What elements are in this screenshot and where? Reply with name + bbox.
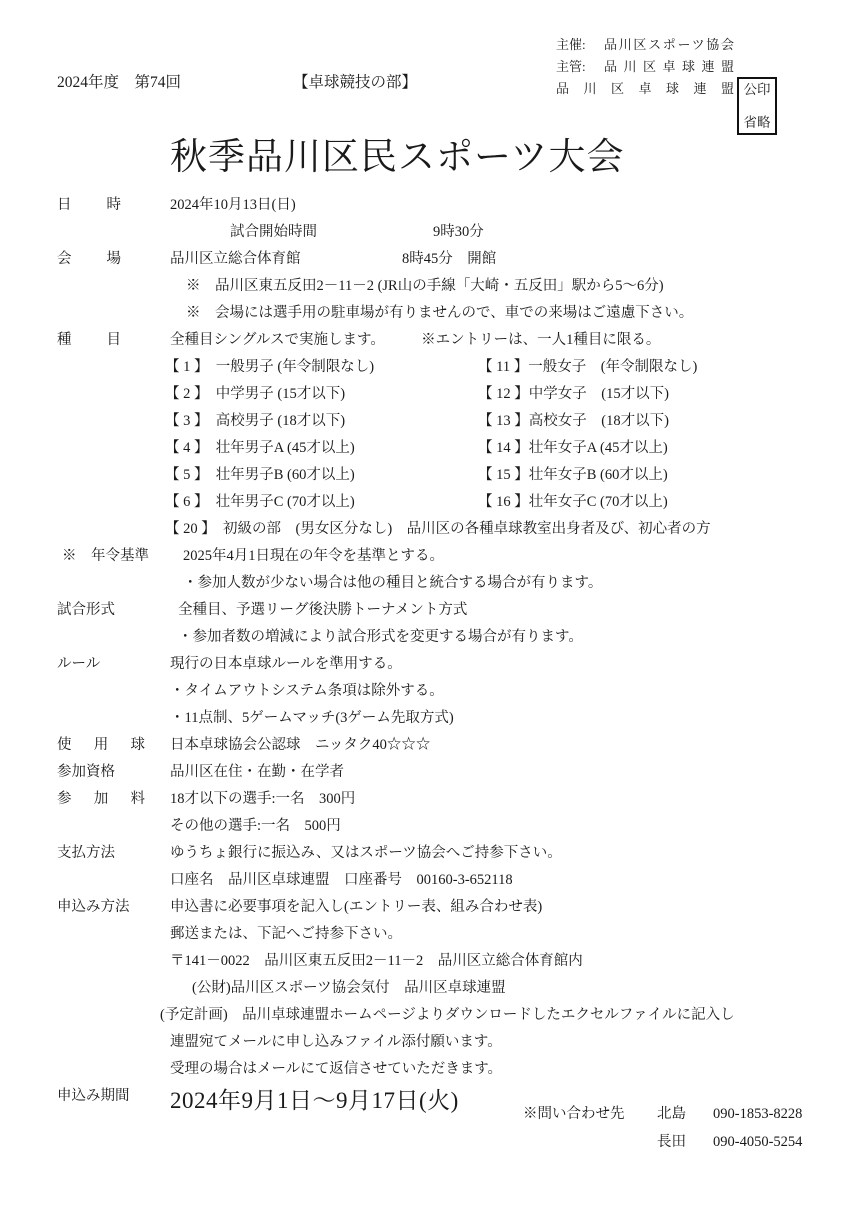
doc-line: ゆうちょ銀行に振込み、又はスポーツ協会へご持参下さい。	[170, 845, 562, 861]
doc-line: 18才以下の選手:一名 300円	[170, 791, 356, 807]
contact-block	[523, 1100, 802, 1156]
event-category-line	[165, 408, 832, 435]
contact-phone: 090-4050-5254	[713, 1134, 803, 1150]
doc-line: ・タイムアウトシステム条項は除外する。	[170, 683, 444, 699]
doc-line: 申込書に必要事項を記入し(エントリー表、組み合わせ表)	[170, 899, 543, 915]
organizer-name: 品川区卓球連盟	[556, 81, 734, 96]
doc-line: 【 20 】 初級の部 (男女区分なし) 品川区の各種卓球教室出身者及び、初心者の方	[165, 521, 711, 537]
event-category-right: 【 16 】壮年女子C (70才以上)	[478, 494, 668, 510]
doc-line: ・参加人数が少ない場合は他の種目と統合する場合が有ります。	[183, 575, 603, 591]
event-category-line	[165, 381, 832, 408]
row-label	[57, 894, 170, 1083]
stamp-text-top: 公印	[743, 82, 771, 97]
row-label	[57, 597, 170, 651]
doc-line: 現行の日本卓球ルールを準用する。	[170, 656, 402, 672]
doc-line: 2024年9月1日～9月17日(火)	[170, 1088, 459, 1113]
event-category-line	[165, 489, 832, 516]
doc-line: 全種目、予選リーグ後決勝トーナメント方式	[178, 602, 468, 618]
contact-line	[523, 1100, 802, 1128]
doc-line: ・11点制、5ゲームマッチ(3ゲーム先取方式)	[170, 710, 454, 726]
doc-line: ・参加者数の増減により試合形式を変更する場合が有ります。	[178, 629, 583, 645]
doc-row	[57, 597, 832, 651]
doc-row	[57, 543, 832, 597]
doc-row	[57, 894, 832, 1083]
doc-row	[57, 192, 832, 246]
doc-line: 試合開始時間 9時30分	[230, 224, 484, 240]
row-label	[57, 840, 170, 894]
event-category-line	[165, 435, 832, 462]
event-category-left: 【 2 】 中学男子 (15才以下)	[165, 386, 346, 402]
contact-name: 北島	[657, 1106, 686, 1122]
organizer-role-label: 主催:	[556, 37, 586, 52]
doc-line: 全種目シングルスで実施します。 ※エントリーは、一人1種目に限る。	[170, 332, 661, 348]
organizer-line-manager	[556, 56, 734, 78]
doc-row	[57, 651, 832, 732]
row-label	[57, 327, 170, 543]
row-content	[170, 786, 832, 840]
doc-row	[57, 246, 832, 327]
event-category-right: 【 13 】高校女子 (18才以下)	[478, 413, 669, 429]
row-content	[175, 543, 832, 597]
inquiry-label: ※問い合わせ先	[523, 1106, 625, 1122]
contact-name: 長田	[657, 1134, 686, 1150]
doc-line: 日本卓球協会公認球 ニッタク40☆☆☆	[170, 737, 431, 753]
row-label	[57, 759, 170, 786]
row-label-text: 申込み方法	[57, 899, 130, 915]
organizer-name: 品川区卓球連盟	[604, 59, 734, 74]
event-category-right: 【 12 】中学女子 (15才以下)	[478, 386, 669, 402]
organizer-line-federation	[556, 78, 734, 100]
doc-line: その他の選手:一名 500円	[170, 818, 341, 834]
doc-line: 連盟宛てメールに申し込みファイル添付願います。	[170, 1034, 502, 1050]
event-category-left: 【 1 】 一般男子 (年令制限なし)	[165, 359, 375, 375]
event-category-left: 【 5 】 壮年男子B (60才以上)	[165, 467, 355, 483]
row-label-text: 参加料	[57, 791, 145, 807]
doc-line: 口座名 品川区卓球連盟 口座番号 00160-3-652118	[170, 872, 513, 888]
row-label	[57, 246, 170, 327]
row-content	[170, 597, 832, 651]
row-label-text: 参加資格	[57, 764, 115, 780]
row-content	[170, 192, 832, 246]
doc-line: (公財)品川区スポーツ協会気付 品川区卓球連盟	[192, 980, 506, 996]
division-label: 【卓球競技の部】	[293, 74, 418, 91]
doc-line: 2025年4月1日現在の年令を基準とする。	[183, 548, 444, 564]
row-label-text: 申込み期間	[57, 1088, 130, 1104]
row-label	[57, 786, 170, 840]
event-category-right: 【 14 】壮年女子A (45才以上)	[478, 440, 668, 456]
stamp-text-bottom: 省略	[743, 114, 771, 130]
row-label-text: ルール	[57, 656, 101, 672]
doc-line: 受理の場合はメールにて返信させていただきます。	[170, 1061, 503, 1077]
organizer-block	[556, 34, 734, 100]
row-content	[165, 327, 832, 543]
doc-line: ※ 品川区東五反田2－11－2 (JR山の手線「大崎・五反田」駅から5～6分)	[186, 278, 664, 294]
row-label	[57, 543, 175, 597]
row-label	[57, 651, 170, 732]
event-category-right: 【 11 】一般女子 (年令制限なし)	[478, 359, 698, 375]
event-category-left: 【 4 】 壮年男子A (45才以上)	[165, 440, 355, 456]
row-content	[170, 732, 832, 759]
contact-phone: 090-1853-8228	[713, 1106, 803, 1122]
row-label-text: 種目	[57, 332, 121, 348]
row-content	[170, 651, 832, 732]
edition-label: 2024年度 第74回	[57, 74, 182, 91]
row-content	[170, 759, 832, 786]
doc-row	[57, 327, 832, 543]
event-category-left: 【 6 】 壮年男子C (70才以上)	[165, 494, 355, 510]
row-content	[160, 894, 832, 1083]
doc-line: 郵送または、下記へご持参下さい。	[170, 926, 402, 942]
doc-body	[57, 192, 832, 1119]
row-label-text: 会場	[57, 251, 121, 267]
event-category-line	[165, 354, 832, 381]
organizer-line-host	[556, 34, 734, 56]
document-title: 秋季品川区民スポーツ大会	[170, 137, 625, 178]
row-label	[57, 192, 170, 246]
seal-omitted-stamp-box	[737, 77, 777, 135]
doc-line: 2024年10月13日(日)	[170, 197, 296, 213]
row-content	[170, 246, 832, 327]
row-label-text: 日時	[57, 197, 121, 213]
organizer-name: 品川区スポーツ協会	[604, 37, 734, 52]
row-label-text: 試合形式	[57, 602, 115, 618]
contact-line	[523, 1128, 802, 1156]
event-category-line	[165, 462, 832, 489]
doc-line: 〒141－0022 品川区東五反田2－11－2 品川区立総合体育館内	[170, 953, 583, 969]
event-category-right: 【 15 】壮年女子B (60才以上)	[478, 467, 668, 483]
doc-line: 品川区立総合体育館 8時45分 開館	[170, 251, 497, 267]
event-category-left: 【 3 】 高校男子 (18才以下)	[165, 413, 346, 429]
row-label	[57, 732, 170, 759]
organizer-role-label: 主管:	[556, 59, 586, 74]
doc-line: ※ 会場には選手用の駐車場が有りませんので、車での来場はご遠慮下さい。	[186, 305, 694, 321]
doc-row	[57, 759, 832, 786]
doc-row	[57, 786, 832, 840]
row-label-text: 支払方法	[57, 845, 115, 861]
row-content	[170, 840, 832, 894]
row-label	[57, 1083, 170, 1119]
doc-row	[57, 840, 832, 894]
row-label-text: ※ 年令基準	[62, 548, 149, 564]
doc-line: (予定計画) 品川卓球連盟ホームページよりダウンロードしたエクセルファイルに記入し	[160, 1007, 735, 1023]
doc-line: 品川区在住・在勤・在学者	[170, 764, 344, 780]
row-label-text: 使用球	[57, 737, 145, 753]
doc-row	[57, 732, 832, 759]
